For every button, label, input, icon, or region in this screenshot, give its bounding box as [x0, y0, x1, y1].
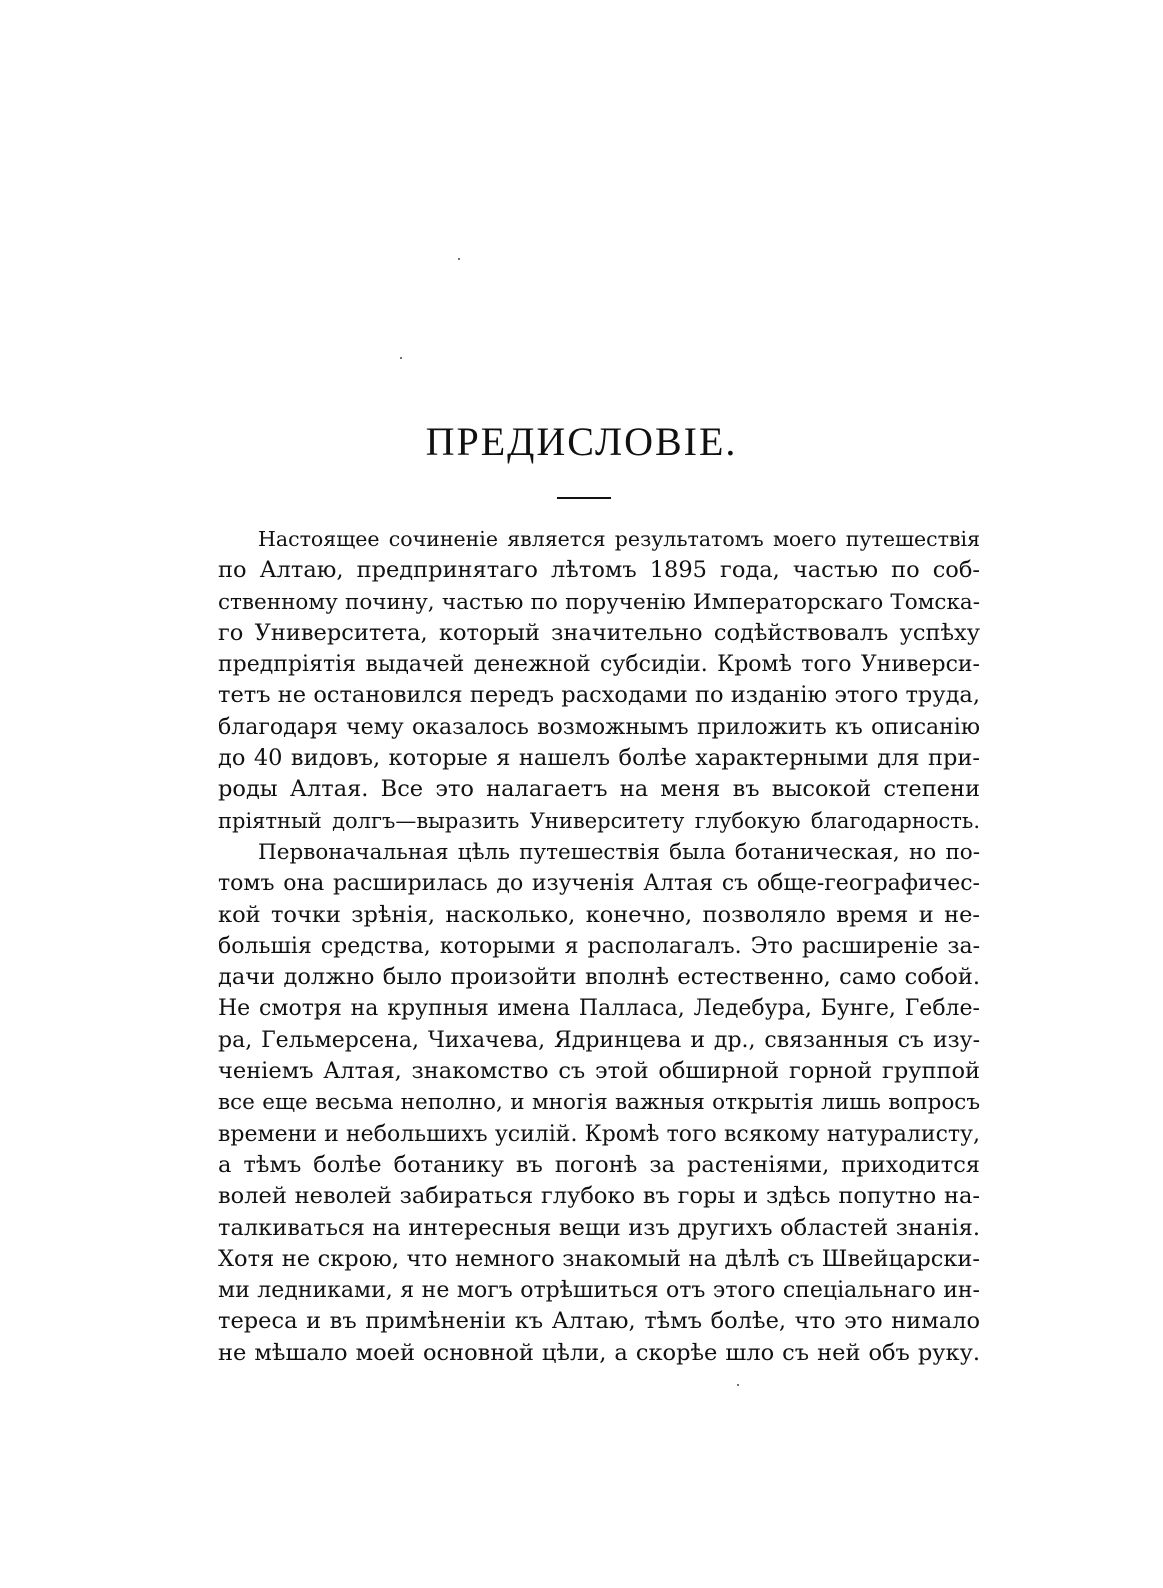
text-line: благодаря чему оказалось возможнымъ приложить къ описанію: [218, 714, 980, 740]
text-line: талкиваться на интересныя вещи изъ другихъ областей знанія.: [218, 1214, 980, 1241]
text-line: волей неволей забираться глубоко въ горы и здѣсь попутно на-: [218, 1183, 980, 1210]
text-line: большія средства, которыми я располагалъ. Это расширеніе за-: [218, 933, 980, 959]
text-line: роды Алтая. Все это налагаетъ на меня въ высокой степени: [218, 776, 980, 803]
text-line: пріятный долгъ—выразить Университету глубокую благодарность.: [218, 808, 980, 833]
title-divider: [557, 497, 611, 499]
text-line: дачи должно было произойти вполнѣ естественно, само собой.: [218, 964, 980, 991]
text-line: по Алтаю, предпринятаго лѣтомъ 1895 года, частью по соб-: [218, 557, 980, 584]
preface-body: [218, 524, 980, 1369]
text-line: ченіемъ Алтая, знакомство съ этой обширной горной группой: [218, 1058, 980, 1085]
text-line: Не смотря на крупныя имена Палласа, Ледебура, Бунге, Гебле-: [218, 996, 980, 1022]
text-line: кой точки зрѣнія, насколько, конечно, позволяло время и не-: [218, 901, 980, 928]
text-line: а тѣмъ болѣе ботанику въ погонѣ за растеніями, приходится: [218, 1151, 980, 1178]
speck-mark: [400, 357, 402, 359]
text-line: тереса и въ примѣненіи къ Алтаю, тѣмъ болѣе, что это нимало: [218, 1308, 980, 1335]
text-line: ственному почину, частью по порученію Императорскаго Томска-: [218, 589, 980, 615]
text-line: все еще весьма неполно, и многія важныя открытія лишь вопросъ: [218, 1090, 980, 1116]
speck-mark: [458, 258, 460, 260]
text-line: времени и небольшихъ усилій. Кромѣ того всякому натуралисту,: [218, 1121, 980, 1147]
text-line: томъ она расширилась до изученія Алтая съ обще-географичес-: [218, 871, 980, 897]
text-line: не мѣшало моей основной цѣли, а скорѣе шло съ ней объ руку.: [218, 1339, 980, 1366]
text-line: Хотя не скрою, что немного знакомый на дѣлѣ съ Швейцарски-: [218, 1245, 980, 1272]
text-line: ми ледниками, я не могъ отрѣшиться отъ этого спеціальнаго ин-: [218, 1278, 980, 1304]
text-line: Первоначальная цѣль путешествія была ботаническая, но по-: [258, 839, 980, 865]
text-line: го Университета, который значительно содѣйствовалъ успѣху: [218, 619, 980, 646]
page-title: ПРЕДИСЛОВIЕ.: [425, 419, 738, 464]
text-line: Настоящее сочиненіе является результатомъ моего путешествія: [258, 527, 980, 551]
speck-mark: [737, 1384, 739, 1386]
text-line: тетъ не остановился передъ расходами по изданію этого труда,: [218, 682, 980, 709]
text-line: предпріятія выдачей денежной субсидіи. Кромѣ того Универси-: [218, 652, 980, 678]
text-line: ра, Гельмерсена, Чихачева, Ядринцева и др., связанныя съ изу-: [218, 1027, 980, 1053]
paragraph-1: [218, 524, 980, 837]
paragraph-2: [218, 837, 980, 1369]
text-line: до 40 видовъ, которые я нашелъ болѣе характерными для при-: [218, 745, 980, 772]
